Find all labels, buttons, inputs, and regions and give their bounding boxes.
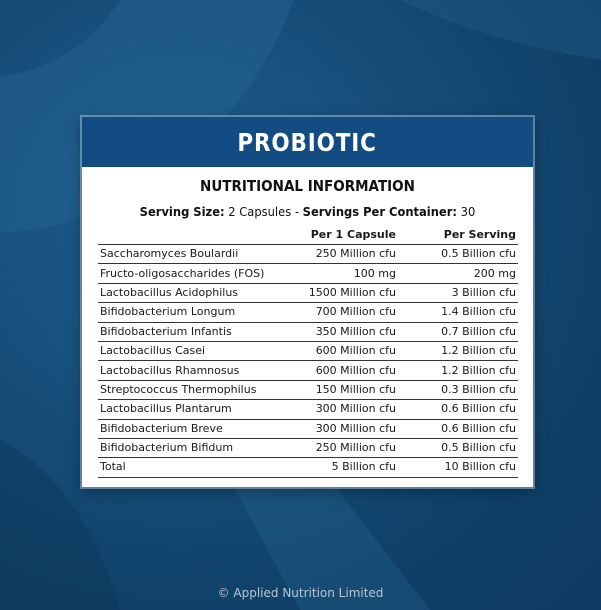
nutrition-card bbox=[82, 117, 533, 487]
total-label: Total bbox=[98, 458, 278, 477]
per-capsule-value: 300 Million cfu bbox=[278, 400, 398, 419]
per-capsule-value: 700 Million cfu bbox=[278, 303, 398, 322]
per-serving-value: 1.4 Billion cfu bbox=[398, 303, 518, 322]
per-serving-value: 0.5 Billion cfu bbox=[398, 438, 518, 457]
ingredient-name: Lactobacillus Plantarum bbox=[98, 400, 278, 419]
per-serving-value: 1.2 Billion cfu bbox=[398, 361, 518, 380]
ingredient-name: Bifidobacterium Infantis bbox=[98, 322, 278, 341]
table-row bbox=[98, 400, 518, 419]
per-serving-value: 0.6 Billion cfu bbox=[398, 419, 518, 438]
table-row bbox=[98, 361, 518, 380]
per-serving-value: 0.7 Billion cfu bbox=[398, 322, 518, 341]
table-row bbox=[98, 438, 518, 457]
ingredient-name: Lactobacillus Acidophilus bbox=[98, 283, 278, 302]
table-row bbox=[98, 245, 518, 264]
table-row bbox=[98, 283, 518, 302]
per-serving-value: 0.6 Billion cfu bbox=[398, 400, 518, 419]
per-capsule-value: 250 Million cfu bbox=[278, 245, 398, 264]
product-title: PROBIOTIC bbox=[237, 127, 378, 157]
table-row bbox=[98, 380, 518, 399]
per-capsule-value: 300 Million cfu bbox=[278, 419, 398, 438]
table-row bbox=[98, 264, 518, 283]
table-row-total bbox=[98, 458, 518, 477]
section-title: NUTRITIONAL INFORMATION bbox=[200, 177, 415, 195]
copyright-footer: © Applied Nutrition Limited bbox=[217, 586, 384, 600]
serving-info bbox=[100, 204, 515, 219]
column-header-per-serving: Per Serving bbox=[398, 226, 518, 245]
ingredient-name: Bifidobacterium Bifidum bbox=[98, 438, 278, 457]
table-row bbox=[98, 303, 518, 322]
ingredient-name: Lactobacillus Rhamnosus bbox=[98, 361, 278, 380]
table-row bbox=[98, 419, 518, 438]
serving-size-value: 2 Capsules - bbox=[228, 204, 299, 219]
ingredient-name: Streptococcus Thermophilus bbox=[98, 380, 278, 399]
per-serving-value: 0.3 Billion cfu bbox=[398, 380, 518, 399]
per-capsule-value: 250 Million cfu bbox=[278, 438, 398, 457]
table-row bbox=[98, 322, 518, 341]
total-per-capsule-value: 5 Billion cfu bbox=[278, 458, 398, 477]
servings-per-container-value: 30 bbox=[460, 204, 476, 219]
per-serving-value: 3 Billion cfu bbox=[398, 283, 518, 302]
ingredient-name: Saccharomyces Boulardii bbox=[98, 245, 278, 264]
per-serving-value: 0.5 Billion cfu bbox=[398, 245, 518, 264]
ingredient-name: Bifidobacterium Longum bbox=[98, 303, 278, 322]
per-serving-value: 200 mg bbox=[398, 264, 518, 283]
column-header-ingredient bbox=[98, 226, 278, 245]
per-capsule-value: 350 Million cfu bbox=[278, 322, 398, 341]
per-capsule-value: 150 Million cfu bbox=[278, 380, 398, 399]
ingredient-name: Bifidobacterium Breve bbox=[98, 419, 278, 438]
serving-size-label: Serving Size: bbox=[139, 204, 225, 219]
ingredient-name: Lactobacillus Casei bbox=[98, 341, 278, 360]
per-capsule-value: 100 mg bbox=[278, 264, 398, 283]
table-header-row bbox=[98, 226, 518, 245]
per-capsule-value: 600 Million cfu bbox=[278, 341, 398, 360]
total-per-serving-value: 10 Billion cfu bbox=[398, 458, 518, 477]
table-row bbox=[98, 341, 518, 360]
servings-per-container-label: Servings Per Container: bbox=[302, 204, 458, 219]
column-header-per-capsule: Per 1 Capsule bbox=[278, 226, 398, 245]
per-capsule-value: 600 Million cfu bbox=[278, 361, 398, 380]
card-header bbox=[82, 117, 533, 167]
nutrition-table bbox=[98, 226, 518, 478]
per-capsule-value: 1500 Million cfu bbox=[278, 283, 398, 302]
per-serving-value: 1.2 Billion cfu bbox=[398, 341, 518, 360]
ingredient-name: Fructo-oligosaccharides (FOS) bbox=[98, 264, 278, 283]
